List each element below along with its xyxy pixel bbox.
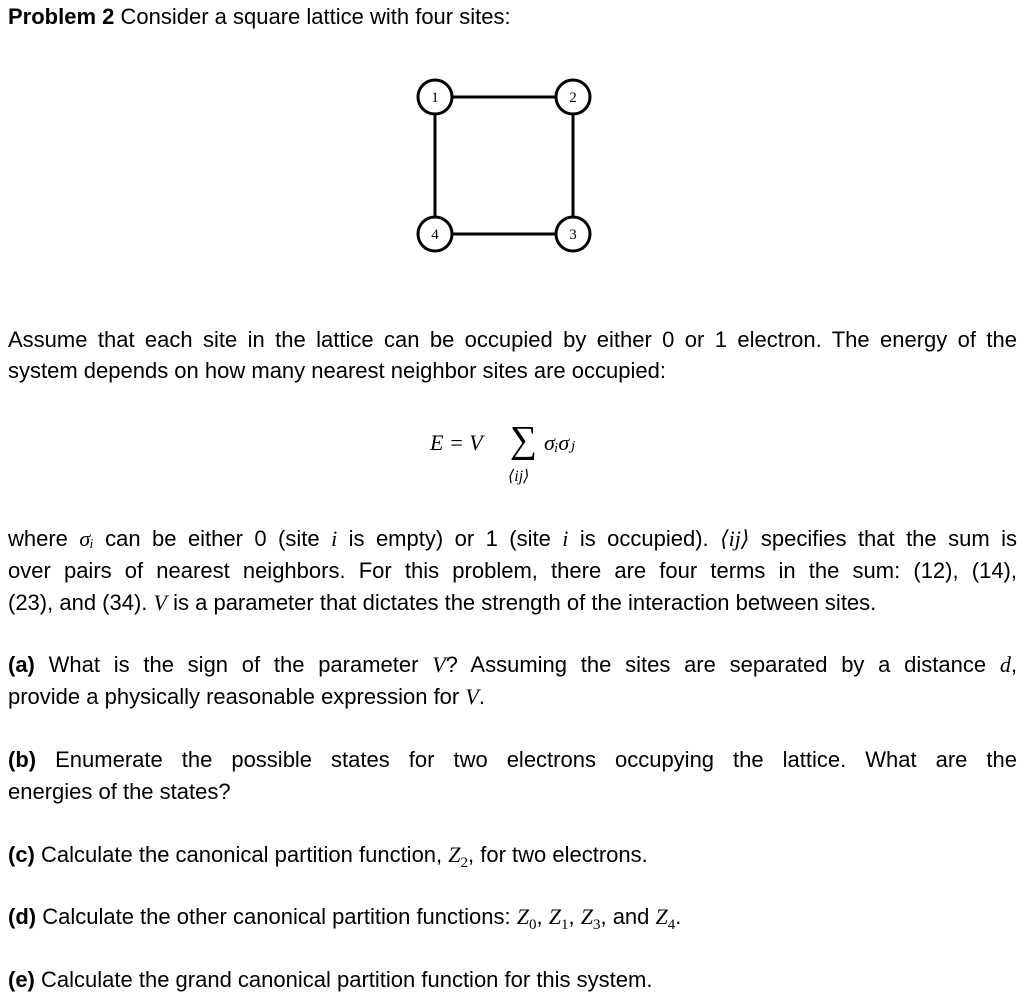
pair-index: ⟨ij⟩ bbox=[720, 526, 750, 551]
text: where bbox=[8, 526, 68, 551]
parameter-v: V bbox=[153, 590, 167, 615]
index-i: i bbox=[562, 526, 569, 551]
sigma-i-symbol: σᵢ bbox=[79, 526, 94, 551]
explanation-line-1 bbox=[8, 524, 1017, 554]
subscript: 1 bbox=[560, 917, 569, 933]
text: can be either 0 (site bbox=[105, 526, 320, 551]
partition-z: Z bbox=[580, 904, 593, 929]
question-d bbox=[8, 902, 1017, 932]
text: Calculate the grand canonical partition function for this system. bbox=[41, 967, 653, 992]
distance-d: d bbox=[999, 652, 1011, 677]
site-label-4: 4 bbox=[431, 227, 439, 243]
subscript: 4 bbox=[667, 917, 676, 933]
text: , for two electrons. bbox=[468, 842, 648, 867]
partition-z: Z bbox=[516, 904, 529, 929]
text: Enumerate the possible states for two electrons occupying the lattice. What are the bbox=[55, 747, 1017, 772]
v-with-question bbox=[432, 652, 986, 677]
lattice-edges bbox=[435, 97, 573, 234]
explanation-line-3 bbox=[8, 588, 1017, 618]
question-c bbox=[8, 840, 1017, 870]
lattice-site-1 bbox=[418, 80, 452, 114]
parameter-v: V bbox=[432, 652, 446, 677]
problem-intro: Consider a square lattice with four sites: bbox=[120, 4, 511, 29]
partition-z: Z bbox=[448, 842, 461, 867]
question-b-label: (b) bbox=[8, 747, 37, 772]
text: Calculate the other canonical partition functions: bbox=[42, 904, 511, 929]
partition-z: Z bbox=[655, 904, 668, 929]
site-label-2: 2 bbox=[569, 90, 577, 106]
question-b-line-1 bbox=[8, 745, 1017, 775]
question-e bbox=[8, 965, 1017, 995]
intro-line-2: system depends on how many nearest neighbor sites are occupied: bbox=[8, 358, 666, 383]
text: is empty) or 1 (site bbox=[348, 526, 551, 551]
text: is occupied). bbox=[579, 526, 709, 551]
parameter-v: V bbox=[465, 684, 479, 709]
index-i: i bbox=[331, 526, 338, 551]
text: provide a physically reasonable expression for bbox=[8, 684, 460, 709]
summation-index: ⟨ij⟩ bbox=[508, 468, 530, 485]
text: , and bbox=[600, 904, 656, 929]
explanation-line-2: over pairs of nearest neighbors. For this problem, there are four terms in the sum: (12), (14), bbox=[8, 558, 1017, 583]
equation-summand: σᵢσⱼ bbox=[544, 430, 575, 455]
problem-label: Problem 2 bbox=[8, 4, 115, 29]
question-a-line-2 bbox=[8, 682, 1017, 712]
question-d-label: (d) bbox=[8, 904, 37, 929]
text: What is the sign of the parameter bbox=[48, 652, 419, 677]
text: . bbox=[478, 684, 485, 709]
lattice-site-2 bbox=[556, 80, 590, 114]
square-lattice-diagram bbox=[0, 0, 1029, 300]
subscript: 2 bbox=[460, 855, 469, 871]
text: . bbox=[675, 904, 682, 929]
question-a-line-1 bbox=[8, 650, 1017, 680]
question-c-label: (c) bbox=[8, 842, 35, 867]
text: , bbox=[568, 904, 581, 929]
text: Calculate the canonical partition function, bbox=[41, 842, 443, 867]
site-label-3: 3 bbox=[569, 227, 577, 243]
lattice-site-4 bbox=[418, 217, 452, 251]
partition-z: Z bbox=[548, 904, 561, 929]
text: (23), and (34). bbox=[8, 590, 148, 615]
text: is a parameter that dictates the strength of the interaction between sites. bbox=[173, 590, 877, 615]
question-e-label: (e) bbox=[8, 967, 35, 992]
site-label-1: 1 bbox=[431, 90, 439, 106]
equation-lhs: E = V bbox=[430, 430, 483, 455]
text: , bbox=[1010, 652, 1017, 677]
question-b-line-2: energies of the states? bbox=[8, 779, 231, 804]
subscript: 3 bbox=[592, 917, 601, 933]
subscript: 0 bbox=[529, 917, 537, 933]
text: specifies that the sum is bbox=[760, 526, 1017, 551]
intro-line-1: Assume that each site in the lattice can be occupied by either 0 or 1 electron. The energy of the bbox=[8, 327, 1017, 352]
question-a-label: (a) bbox=[8, 652, 35, 677]
summation-symbol: ∑ bbox=[510, 419, 538, 461]
lattice-site-3 bbox=[556, 217, 590, 251]
text: ? Assuming the sites are separated by a distance bbox=[445, 652, 987, 677]
d-with-comma bbox=[1000, 652, 1017, 677]
energy-equation bbox=[430, 418, 630, 498]
text: , bbox=[536, 904, 549, 929]
